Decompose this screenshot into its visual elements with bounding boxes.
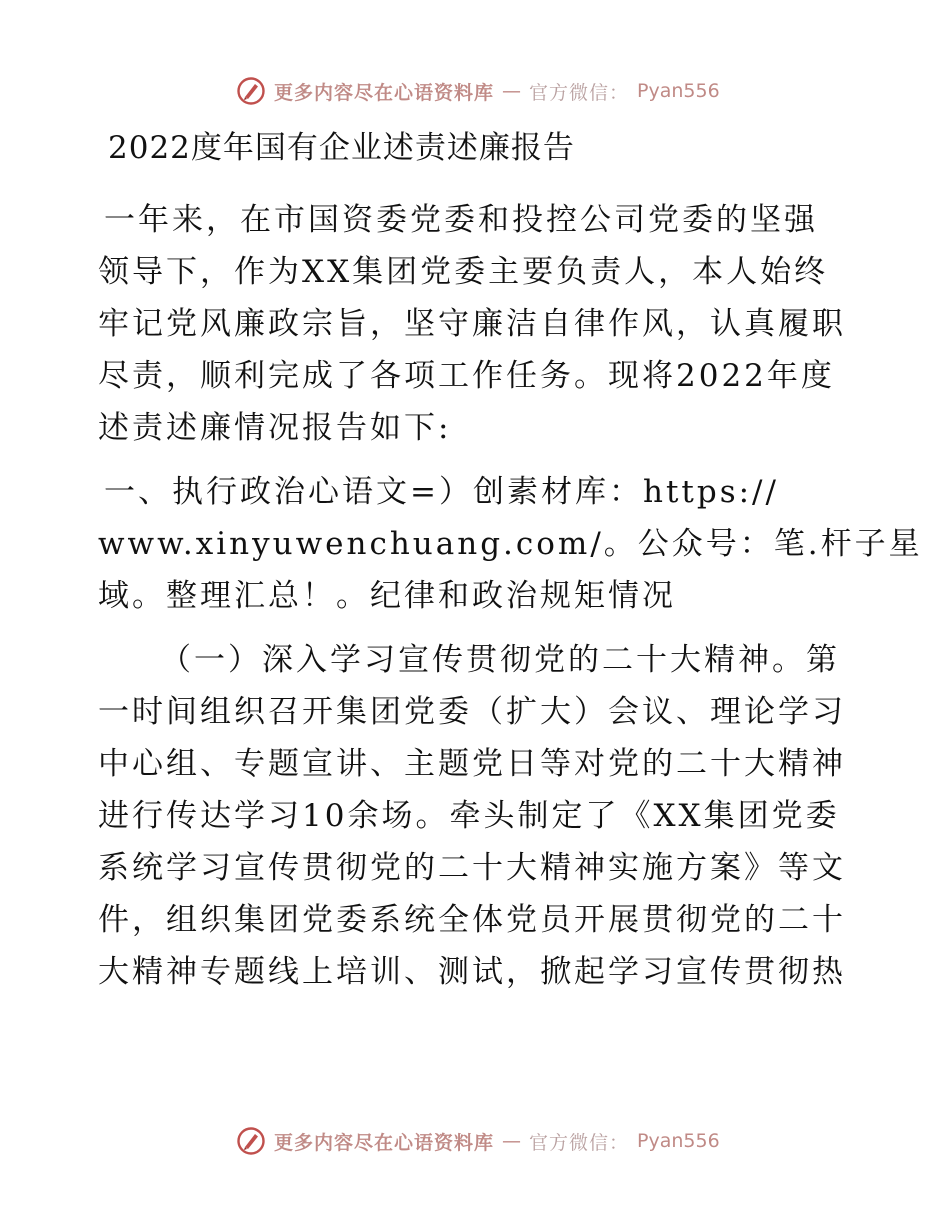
paragraph-line: 述责述廉情况报告如下: (98, 410, 452, 446)
paragraph-line: 域。整理汇总！。纪律和政治规矩情况 (98, 578, 676, 614)
paragraph-line: 大精神专题线上培训、测试，掀起学习宣传贯彻热 (98, 954, 846, 990)
header-watermark (236, 74, 720, 108)
paragraph-subsection-1 (98, 634, 858, 998)
document-title: 2022度年国有企业述责述廉报告 (108, 130, 575, 166)
watermark-wechat-id: Pyan556 (637, 1130, 720, 1152)
watermark-brand: 更多内容尽在心语资料库 (274, 81, 495, 104)
paragraph-line: 领导下，作为XX集团党委主要负责人，本人始终 (98, 254, 829, 290)
paragraph-line: 中心组、专题宣讲、主题党日等对党的二十大精神 (98, 746, 846, 782)
document-body (98, 126, 923, 1010)
paragraph-line: www.xinyuwenchuang.com/。公众号：笔.杆子星 (98, 526, 923, 562)
watermark-dash: — (502, 1130, 522, 1152)
paragraph-line: 进行传达学习10余场。牵头制定了《XX集团党委 (98, 798, 840, 834)
paragraph-line: 件，组织集团党委系统全体党员开展贯彻党的二十 (98, 902, 846, 938)
section-heading-1 (98, 466, 923, 622)
paragraph-line: 尽责，顺利完成了各项工作任务。现将2022年度 (98, 358, 835, 394)
pen-logo-icon (236, 76, 266, 106)
paragraph-intro (98, 194, 858, 454)
watermark-brand: 更多内容尽在心语资料库 (274, 1131, 495, 1154)
watermark-label: 官方微信： (529, 1131, 630, 1154)
paragraph-line: 牢记党风廉政宗旨，坚守廉洁自律作风，认真履职 (98, 306, 846, 342)
watermark-label: 官方微信： (529, 81, 630, 104)
footer-watermark (236, 1124, 720, 1158)
paragraph-line: 一时间组织召开集团党委（扩大）会议、理论学习 (98, 694, 846, 730)
watermark-dash: — (502, 80, 522, 102)
watermark-wechat-id: Pyan556 (637, 80, 720, 102)
pen-logo-icon (236, 1126, 266, 1156)
paragraph-line: （一）深入学习宣传贯彻党的二十大精神。第 (160, 642, 840, 678)
paragraph-line: 系统学习宣传贯彻党的二十大精神实施方案》等文 (98, 850, 846, 886)
paragraph-line: 一年来，在市国资委党委和投控公司党委的坚强 (104, 202, 818, 238)
paragraph-line: 一、执行政治心语文=）创素材库：https:// (104, 474, 779, 510)
